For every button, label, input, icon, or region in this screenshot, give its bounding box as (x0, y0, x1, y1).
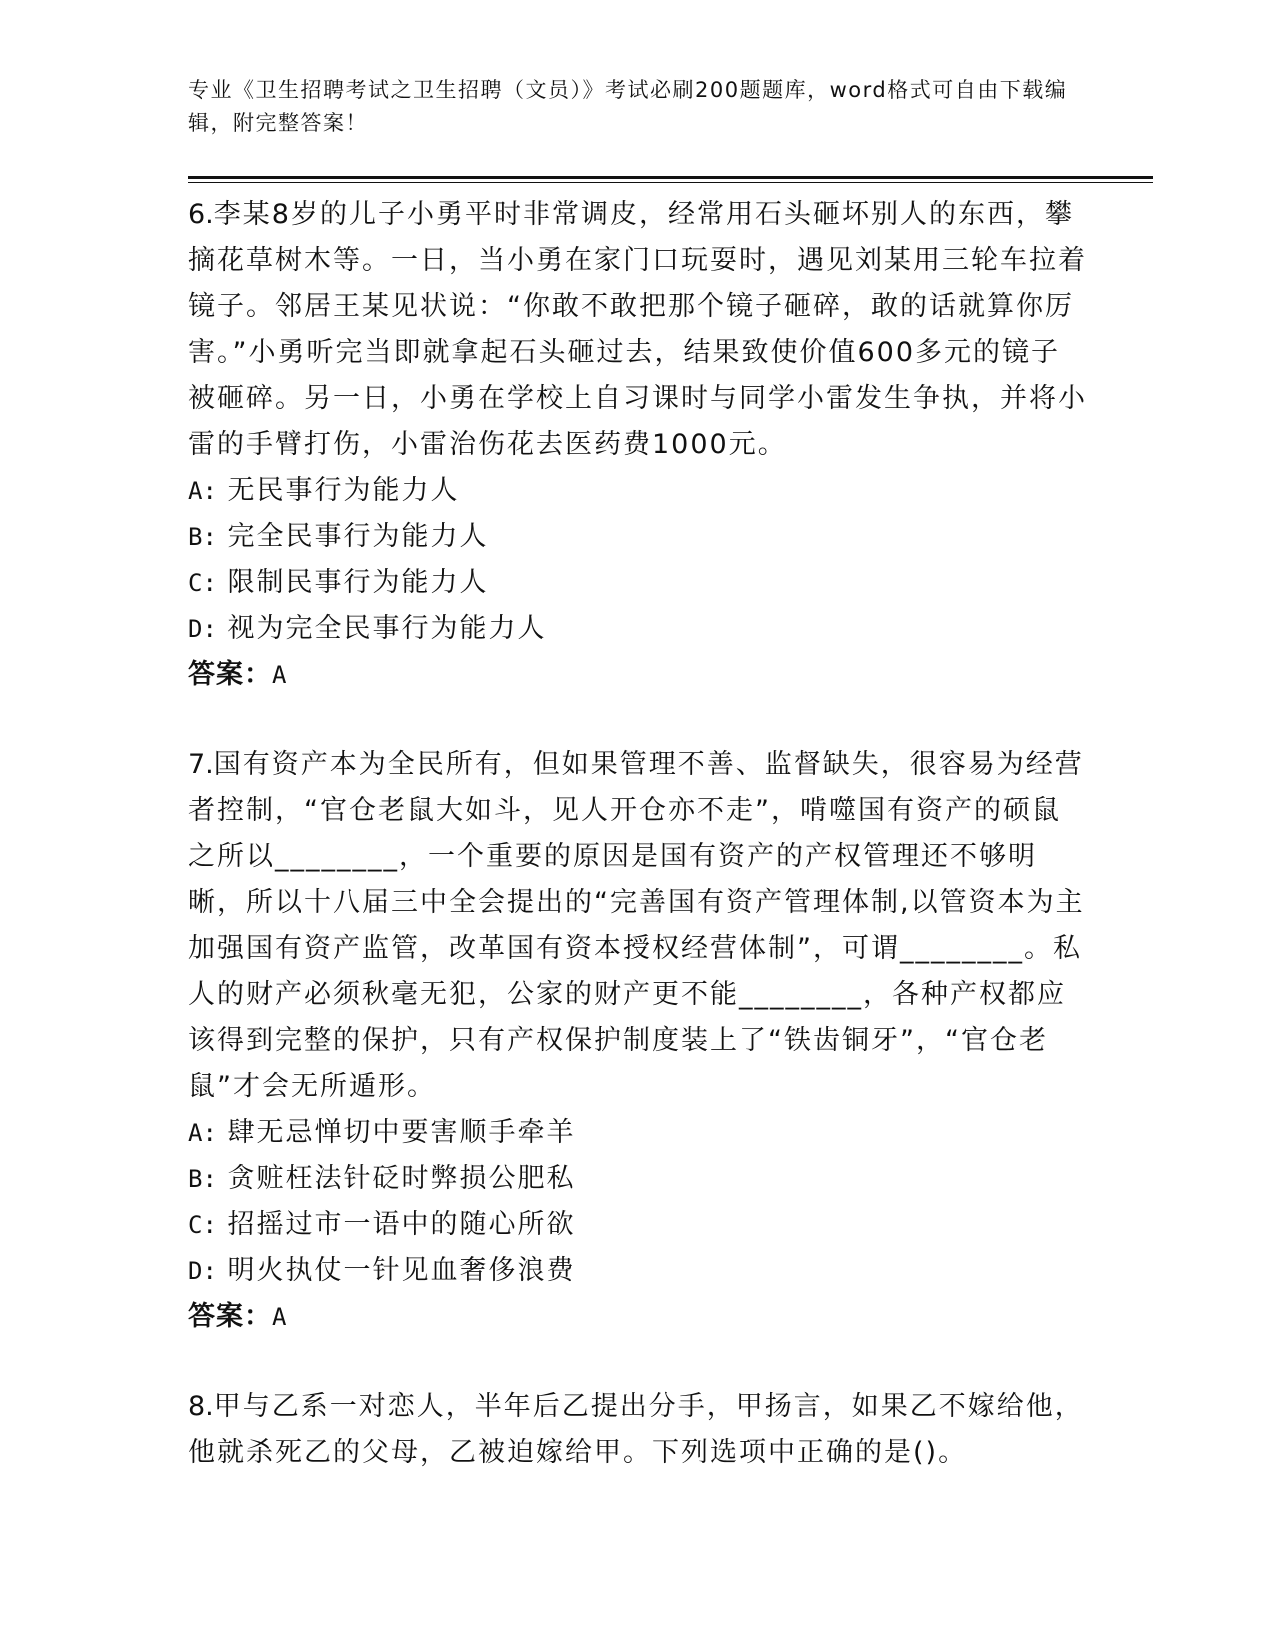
option-letter: A: (188, 477, 217, 505)
option-text: 视为完全民事行为能力人 (227, 613, 547, 644)
question-text: 甲与乙系一对恋人，半年后乙提出分手，甲扬言，如果乙不嫁给他，他就杀死乙的父母，乙被迫嫁给甲。下列选项中正确的是()。 (188, 1391, 1084, 1468)
option-text: 完全民事行为能力人 (227, 521, 489, 552)
option-list (188, 468, 1088, 652)
option-letter: C: (188, 1211, 217, 1239)
answer-value: A (272, 661, 288, 689)
question-text: 李某8岁的儿子小勇平时非常调皮，经常用石头砸坏别人的东西，攀摘花草树木等。一日，当小勇在家门口玩耍时，遇见刘某用三轮车拉着镜子。邻居王某见状说：“你敢不敢把那个镜子砸碎，敢的话就算你厉害。”小勇听完当即就拿起石头砸过去，结果致使价值600多元的镜子被砸碎。另一日，小勇在学校上自习课时与同学小雷发生争执，并将小雷的手臂打伤，小雷治伤花去医药费1000元。 (188, 199, 1087, 460)
answer-value: A (272, 1303, 288, 1331)
option-b (188, 1156, 1088, 1202)
option-letter: C: (188, 569, 217, 597)
option-letter: B: (188, 1165, 217, 1193)
option-text: 限制民事行为能力人 (227, 567, 489, 598)
option-a (188, 468, 1088, 514)
option-list (188, 1110, 1088, 1294)
option-letter: D: (188, 615, 217, 643)
answer-label: 答案： (188, 659, 272, 690)
option-text: 贪赃枉法针砭时弊损公肥私 (227, 1163, 576, 1194)
option-d (188, 606, 1088, 652)
option-text: 招摇过市一语中的随心所欲 (227, 1209, 576, 1240)
header-divider-thick (188, 176, 1153, 179)
question-list (188, 192, 1088, 1520)
option-d (188, 1248, 1088, 1294)
header-divider-thin (188, 182, 1153, 183)
document-header: 专业《卫生招聘考试之卫生招聘（文员）》考试必刷200题题库，word格式可自由下载编辑，附完整答案！ (188, 78, 1068, 135)
question-number: 7. (188, 749, 214, 780)
option-a (188, 1110, 1088, 1156)
option-text: 明火执仗一针见血奢侈浪费 (227, 1255, 576, 1286)
option-text: 肆无忌惮切中要害顺手牵羊 (227, 1117, 576, 1148)
option-b (188, 514, 1088, 560)
question-number: 6. (188, 199, 214, 230)
answer-label: 答案： (188, 1301, 272, 1332)
question-6 (188, 192, 1088, 698)
question-stem (188, 742, 1088, 1110)
question-number: 8. (188, 1391, 214, 1422)
question-stem (188, 192, 1088, 468)
answer-line (188, 652, 1088, 698)
option-letter: A: (188, 1119, 217, 1147)
answer-line (188, 1294, 1088, 1340)
option-text: 无民事行为能力人 (227, 475, 460, 506)
option-c (188, 1202, 1088, 1248)
option-c (188, 560, 1088, 606)
question-text: 国有资产本为全民所有，但如果管理不善、监督缺失，很容易为经营者控制，“官仓老鼠大如斗，见人开仓亦不走”，啃噬国有资产的硕鼠之所以________，一个重要的原因是国有资产的产权管理还不够明晰，所以十八届三中全会提出的“完善国有资产管理体制,以管资本为主加强国有资产监管，改革国有资本授权经营体制”，可谓________。私人的财产必须秋毫无犯，公家的财产更不能________，各种产权都应该得到完整的保护，只有产权保护制度装上了“铁齿铜牙”，“官仓老鼠”才会无所遁形。 (188, 749, 1085, 1102)
question-stem (188, 1384, 1088, 1476)
question-7 (188, 742, 1088, 1340)
option-letter: D: (188, 1257, 217, 1285)
option-letter: B: (188, 523, 217, 551)
question-8 (188, 1384, 1088, 1476)
